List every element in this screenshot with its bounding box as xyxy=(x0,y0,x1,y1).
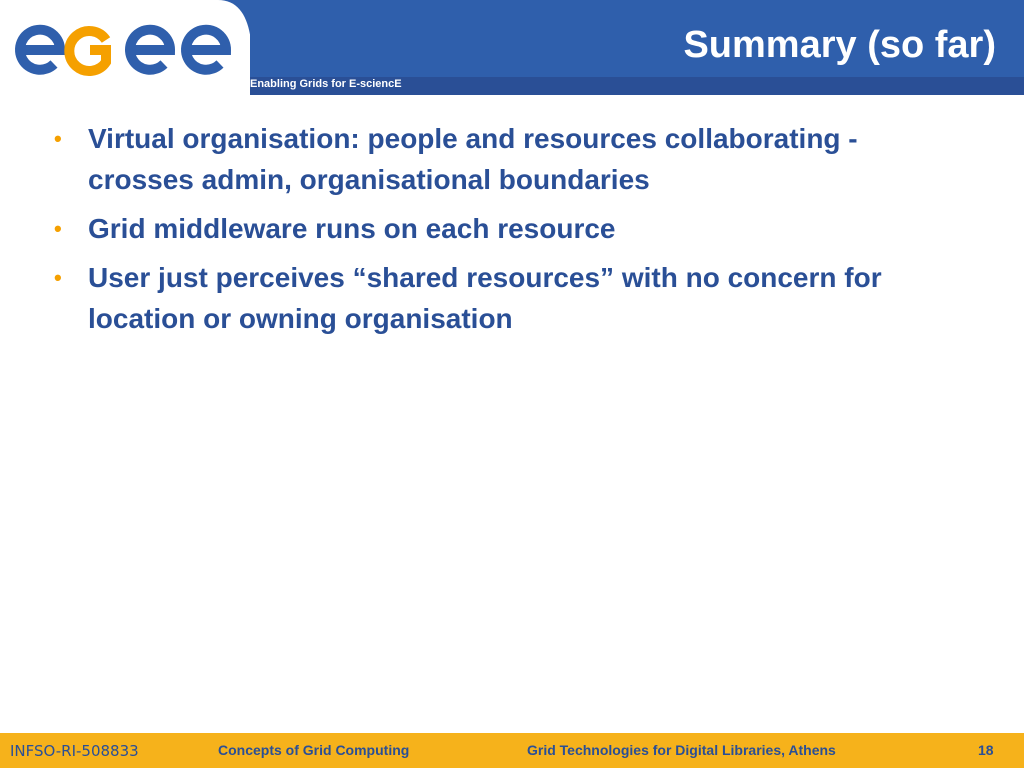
bullet-text: Grid middleware runs on each resource xyxy=(88,213,616,244)
tagline: Enabling Grids for E-sciencE xyxy=(250,78,402,90)
bullet-list xyxy=(50,118,950,347)
egee-logo xyxy=(0,0,250,95)
bullet-item xyxy=(50,257,950,339)
egee-logo-graphic xyxy=(0,0,250,95)
slide-header xyxy=(0,0,1024,95)
footer-project-id: INFSO-RI-508833 xyxy=(10,742,139,760)
slide-footer xyxy=(0,733,1024,768)
bullet-text: Virtual organisation: people and resources collaborating - crosses admin, organisational boundaries xyxy=(88,123,858,195)
bullet-text: User just perceives “shared resources” with no concern for location or owning organisation xyxy=(88,262,882,334)
footer-event: Grid Technologies for Digital Libraries, Athens xyxy=(527,742,836,758)
bullet-item xyxy=(50,118,950,200)
slide-title: Summary (so far) xyxy=(683,24,996,66)
bullet-icon: • xyxy=(54,216,62,241)
bullet-icon: • xyxy=(54,265,62,290)
bullet-icon: • xyxy=(54,126,62,151)
bullet-item xyxy=(50,208,950,249)
footer-course: Concepts of Grid Computing xyxy=(218,742,410,758)
page-number: 18 xyxy=(978,742,994,758)
